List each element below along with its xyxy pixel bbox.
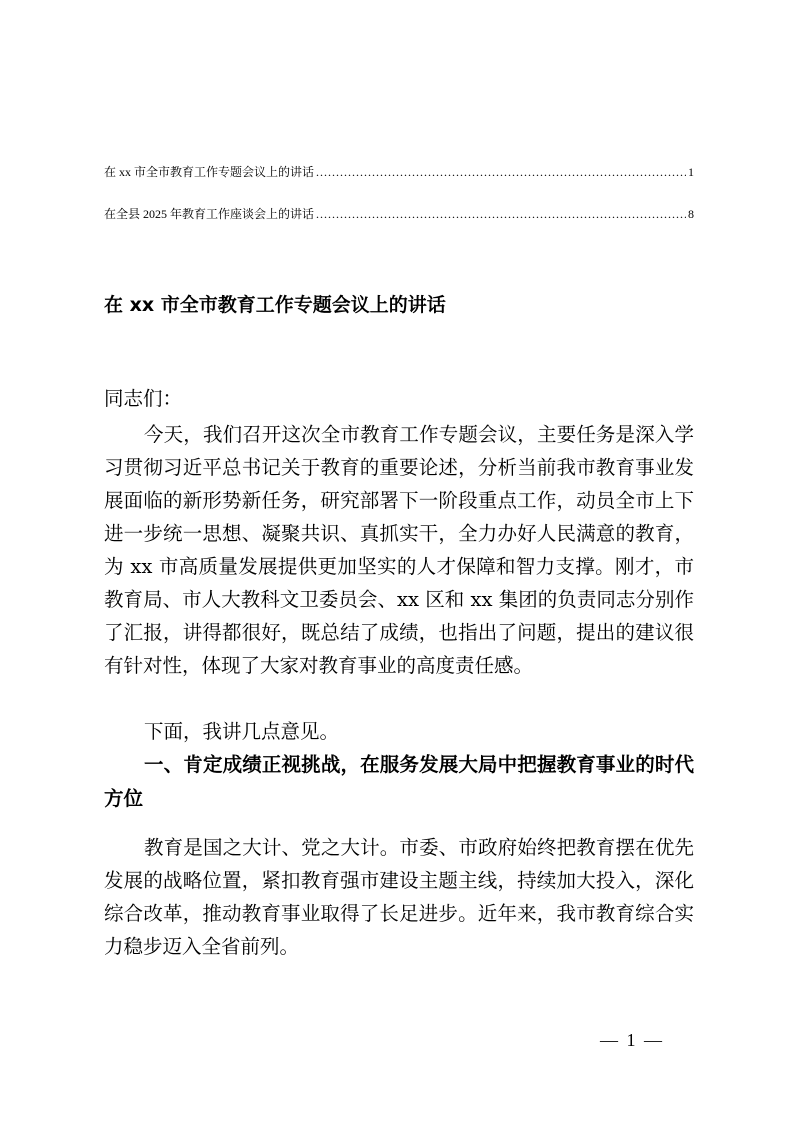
toc-leader-dots [316,165,686,180]
page-number: — 1 — [600,1030,664,1050]
toc-entry-title: 在全县 2025 年教育工作座谈会上的讲话 [104,207,315,221]
document-title: 在 xx 市全市教育工作专题会议上的讲话 [104,294,446,316]
toc-entry[interactable] [104,205,694,222]
toc-entry[interactable] [104,163,694,180]
section-heading: 一、肯定成绩正视挑战，在服务发展大局中把握教育事业的时代方位 [104,753,694,810]
toc-entry-title: 在 xx 市全市教育工作专题会议上的讲话 [104,165,315,179]
toc-leader-dots [316,207,686,222]
paragraph-opening: 今天，我们召开这次全市教育工作专题会议，主要任务是深入学习贯彻习近平总书记关于教育的重要论述，分析当前我市教育事业发展面临的新形势新任务，研究部署下一阶段重点工作，动员全市上下进一步统一思想、凝聚共识、真抓实干，全力办好人民满意的教育，为 xx 市高质量发展提供更加坚实的人才保障和智力支撑。刚才，市教育局、市人大教科文卫委员会、xx 区和 xx 集团的负责同志分别作了汇报，讲得都很好，既总结了成绩，也指出了问题，提出的建议很有针对性，体现了大家对教育事业的高度责任感。 [104,423,694,677]
salutation: 同志们： [104,387,183,410]
toc-entry-page: 8 [688,207,694,221]
paragraph-transition: 下面，我讲几点意见。 [144,720,340,743]
section-paragraph: 教育是国之大计、党之大计。市委、市政府始终把教育摆在优先发展的战略位置，紧扣教育强市建设主题主线，持续加大投入，深化综合改革，推动教育事业取得了长足进步。近年来，我市教育综合实力稳步迈入全省前列。 [104,836,694,958]
toc-entry-page: 1 [688,165,694,179]
